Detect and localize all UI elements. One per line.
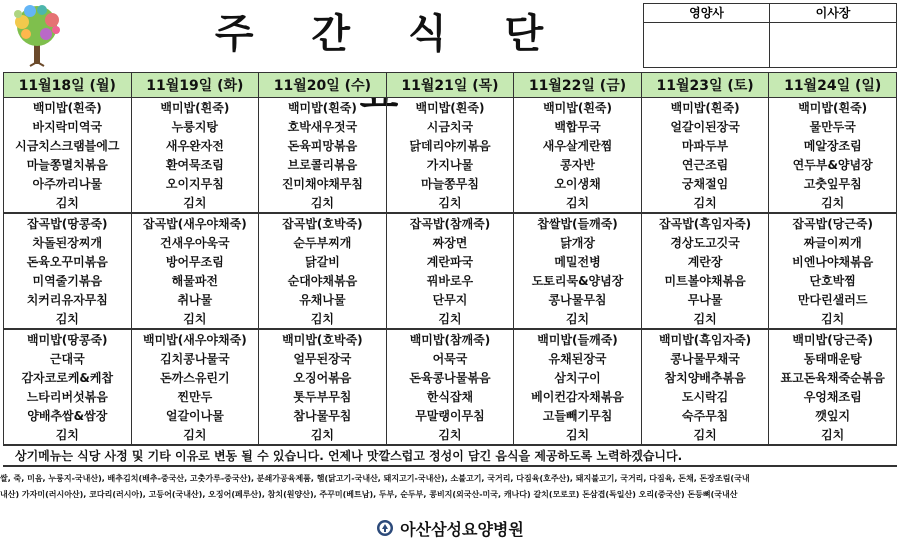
menu-cell: 표고돈육채죽순볶음 <box>769 368 897 387</box>
menu-cell: 계란장 <box>641 252 769 271</box>
menu-cell: 치커리유자무침 <box>4 290 132 309</box>
menu-cell: 새우살게란찜 <box>514 136 642 155</box>
menu-cell: 김치 <box>641 309 769 329</box>
menu-cell: 순대야채볶음 <box>259 271 387 290</box>
menu-cell: 김치 <box>259 193 387 213</box>
director-sign-cell[interactable] <box>770 23 896 67</box>
menu-cell: 잡곡밥(새우야채죽) <box>131 213 259 233</box>
menu-cell: 콩나물무침 <box>514 290 642 309</box>
menu-cell: 유채나물 <box>259 290 387 309</box>
menu-cell: 백미밥(흰죽) <box>514 98 642 118</box>
menu-cell: 백미밥(흰죽) <box>131 98 259 118</box>
menu-cell: 감자코로케&케찹 <box>4 368 132 387</box>
hospital-name: 아산삼성요양병원 <box>400 519 524 539</box>
breakfast-row <box>4 193 897 213</box>
day-header: 11월20일 (수) <box>259 73 387 98</box>
menu-cell: 건새우아욱국 <box>131 233 259 252</box>
menu-cell: 오징어볶음 <box>259 368 387 387</box>
menu-cell: 유채된장국 <box>514 349 642 368</box>
lunch-row <box>4 309 897 329</box>
menu-cell: 얼무된장국 <box>259 349 387 368</box>
menu-cell: 어묵국 <box>386 349 514 368</box>
menu-cell: 김치 <box>641 193 769 213</box>
director-label: 이사장 <box>770 4 896 23</box>
menu-cell: 차돌된장찌개 <box>4 233 132 252</box>
menu-cell: 닭데리야끼볶음 <box>386 136 514 155</box>
menu-cell: 미트볼야채볶음 <box>641 271 769 290</box>
menu-cell: 참치양배추볶음 <box>641 368 769 387</box>
lunch-row <box>4 271 897 290</box>
menu-cell: 환여묵조림 <box>131 155 259 174</box>
menu-cell: 닭갈비 <box>259 252 387 271</box>
menu-cell: 백미밥(땅콩죽) <box>4 329 132 349</box>
breakfast-row <box>4 98 897 118</box>
menu-cell: 미역줄기볶음 <box>4 271 132 290</box>
day-header-row <box>4 73 897 98</box>
menu-cell: 궁채절임 <box>641 174 769 193</box>
menu-cell: 백미밥(흰죽) <box>386 98 514 118</box>
menu-cell: 잡곡밥(흑임자죽) <box>641 213 769 233</box>
breakfast-row <box>4 174 897 193</box>
menu-cell: 베이컨감자채볶음 <box>514 387 642 406</box>
menu-cell: 마늘쫑무침 <box>386 174 514 193</box>
menu-cell: 백미밥(흰죽) <box>4 98 132 118</box>
menu-cell: 아주까리나물 <box>4 174 132 193</box>
day-header: 11월18일 (월) <box>4 73 132 98</box>
menu-cell: 가지나물 <box>386 155 514 174</box>
menu-cell: 김치 <box>514 193 642 213</box>
breakfast-row <box>4 155 897 174</box>
page-title: 주 간 식 단 <box>214 11 566 57</box>
origin-line: 내산) 가자미(러시아산), 코다리(러시아), 고등어(국내산), 오징어(페루산), 참치(원양산), 주꾸미(베트남), 두부, 순두부, 콩비지(외국산-미국, 캐나다) 갈치(모로코) 돈삼겹(독일산) 오리(중국산) 돈등뼈(국내산 <box>0 490 738 499</box>
dinner-row <box>4 387 897 406</box>
menu-cell: 찐만두 <box>131 387 259 406</box>
menu-cell: 오이지무침 <box>131 174 259 193</box>
menu-cell: 참나물무침 <box>259 406 387 425</box>
menu-cell: 김치 <box>769 425 897 445</box>
menu-cell: 잡곡밥(땅콩죽) <box>4 213 132 233</box>
day-header: 11월21일 (목) <box>386 73 514 98</box>
menu-cell: 김치 <box>386 425 514 445</box>
menu-cell: 물만두국 <box>769 117 897 136</box>
dinner-row <box>4 349 897 368</box>
menu-cell: 김치 <box>769 193 897 213</box>
menu-cell: 백미밥(당근죽) <box>769 329 897 349</box>
menu-cell: 콩자반 <box>514 155 642 174</box>
dinner-row <box>4 368 897 387</box>
menu-cell: 단무지 <box>386 290 514 309</box>
menu-cell: 방어무조림 <box>131 252 259 271</box>
menu-cell: 백미밥(호박죽) <box>259 329 387 349</box>
breakfast-row <box>4 117 897 136</box>
menu-cell: 마파두부 <box>641 136 769 155</box>
tree-logo-icon <box>4 2 70 68</box>
menu-cell: 얼갈이된장국 <box>641 117 769 136</box>
menu-cell: 김치콩나물국 <box>131 349 259 368</box>
menu-cell: 메밀전병 <box>514 252 642 271</box>
menu-cell: 호박새우젓국 <box>259 117 387 136</box>
menu-cell: 김치 <box>259 309 387 329</box>
menu-cell: 메알장조림 <box>769 136 897 155</box>
menu-cell: 한식잡채 <box>386 387 514 406</box>
hospital-emblem-icon <box>376 519 394 537</box>
menu-cell: 무말랭이무침 <box>386 406 514 425</box>
menu-cell: 짜글이찌개 <box>769 233 897 252</box>
menu-cell: 진미채야채무침 <box>259 174 387 193</box>
menu-cell: 양배추쌈&쌈장 <box>4 406 132 425</box>
day-header: 11월22일 (금) <box>514 73 642 98</box>
menu-cell: 고춧잎무침 <box>769 174 897 193</box>
menu-cell: 백합무국 <box>514 117 642 136</box>
menu-cell: 순두부찌개 <box>259 233 387 252</box>
menu-cell: 느타리버섯볶음 <box>4 387 132 406</box>
menu-cell: 꿔바로우 <box>386 271 514 290</box>
menu-cell: 새우완자전 <box>131 136 259 155</box>
menu-cell: 백미밥(들깨죽) <box>514 329 642 349</box>
menu-cell: 백미밥(흰죽) <box>259 98 387 118</box>
menu-cell: 백미밥(새우야채죽) <box>131 329 259 349</box>
menu-cell: 잡곡밥(당근죽) <box>769 213 897 233</box>
weekly-menu-table <box>3 72 897 446</box>
menu-cell: 돈까스유린기 <box>131 368 259 387</box>
lunch-row <box>4 252 897 271</box>
menu-cell: 비엔나야채볶음 <box>769 252 897 271</box>
menu-cell: 김치 <box>131 193 259 213</box>
menu-cell: 우엉채조림 <box>769 387 897 406</box>
menu-cell: 백미밥(흰죽) <box>769 98 897 118</box>
menu-cell: 찹쌀밥(들깨죽) <box>514 213 642 233</box>
approval-box <box>643 3 897 68</box>
menu-cell: 돈육피망볶음 <box>259 136 387 155</box>
menu-cell: 김치 <box>386 309 514 329</box>
menu-cell: 시금치국 <box>386 117 514 136</box>
menu-cell: 김치 <box>131 425 259 445</box>
menu-cell: 만다린샐러드 <box>769 290 897 309</box>
notice-text: 상기메뉴는 식당 사정 및 기타 이유로 변동 될 수 있습니다. 언제나 맛깔스럽고 정성이 담긴 음식을 제공하도록 노력하겠습니다. <box>3 445 897 467</box>
origin-line: 쌀, 죽, 미음, 누룽지-국내산), 배추김치(배추-중국산, 고춧가루-중국산), 분쇄가공육제품, 햄(닭고기-국내산, 돼지고기-국내산), 소불고기, 국거리, 다짐육(호주산), 돼지불고기, 국거리, 다짐육, 돈채, 돈장조림(국내 <box>0 474 750 483</box>
menu-cell: 김치 <box>259 425 387 445</box>
menu-cell: 김치 <box>769 309 897 329</box>
menu-cell: 브로콜리볶음 <box>259 155 387 174</box>
menu-cell: 근대국 <box>4 349 132 368</box>
nutritionist-sign-cell[interactable] <box>644 23 770 67</box>
day-header: 11월24일 (일) <box>769 73 897 98</box>
menu-cell: 숙주무침 <box>641 406 769 425</box>
menu-cell: 김치 <box>641 425 769 445</box>
menu-cell: 마늘쫑멸치볶음 <box>4 155 132 174</box>
origin-info <box>0 471 900 505</box>
lunch-row <box>4 290 897 309</box>
lunch-row <box>4 213 897 233</box>
menu-cell: 깻잎지 <box>769 406 897 425</box>
menu-cell: 돈육콩나물볶음 <box>386 368 514 387</box>
menu-cell: 잡곡밥(호박죽) <box>259 213 387 233</box>
menu-cell: 짜장면 <box>386 233 514 252</box>
menu-cell: 오이생채 <box>514 174 642 193</box>
menu-cell: 백미밥(참깨죽) <box>386 329 514 349</box>
nutritionist-label: 영양사 <box>644 4 770 23</box>
menu-cell: 취나물 <box>131 290 259 309</box>
menu-cell: 도토리묵&양념장 <box>514 271 642 290</box>
menu-cell: 닭개장 <box>514 233 642 252</box>
menu-cell: 시금치스크램블에그 <box>4 136 132 155</box>
day-header: 11월19일 (화) <box>131 73 259 98</box>
menu-cell: 바지락미역국 <box>4 117 132 136</box>
menu-cell: 누룽지탕 <box>131 117 259 136</box>
menu-cell: 고들빼기무침 <box>514 406 642 425</box>
menu-cell: 김치 <box>386 193 514 213</box>
menu-cell: 단호박찜 <box>769 271 897 290</box>
menu-cell: 동태매운탕 <box>769 349 897 368</box>
menu-cell: 얼갈이나물 <box>131 406 259 425</box>
menu-cell: 경상도고깃국 <box>641 233 769 252</box>
menu-cell: 김치 <box>514 425 642 445</box>
menu-cell: 김치 <box>514 309 642 329</box>
menu-cell: 톳두부무침 <box>259 387 387 406</box>
menu-cell: 김치 <box>131 309 259 329</box>
menu-cell: 도시락김 <box>641 387 769 406</box>
dinner-row <box>4 406 897 425</box>
day-header: 11월23일 (토) <box>641 73 769 98</box>
menu-cell: 김치 <box>4 193 132 213</box>
dinner-row <box>4 425 897 445</box>
menu-cell: 무나물 <box>641 290 769 309</box>
breakfast-row <box>4 136 897 155</box>
menu-cell: 김치 <box>4 425 132 445</box>
lunch-row <box>4 233 897 252</box>
dinner-row <box>4 329 897 349</box>
menu-cell: 잡곡밥(참깨죽) <box>386 213 514 233</box>
menu-cell: 계란파국 <box>386 252 514 271</box>
menu-cell: 백미밥(흰죽) <box>641 98 769 118</box>
menu-cell: 연근조림 <box>641 155 769 174</box>
menu-cell: 콩나물무채국 <box>641 349 769 368</box>
menu-cell: 삼치구이 <box>514 368 642 387</box>
menu-cell: 백미밥(흑임자죽) <box>641 329 769 349</box>
hospital-footer <box>300 514 600 542</box>
menu-cell: 돈육오꾸미볶음 <box>4 252 132 271</box>
menu-cell: 김치 <box>4 309 132 329</box>
menu-cell: 연두부&양념장 <box>769 155 897 174</box>
menu-cell: 해물파전 <box>131 271 259 290</box>
